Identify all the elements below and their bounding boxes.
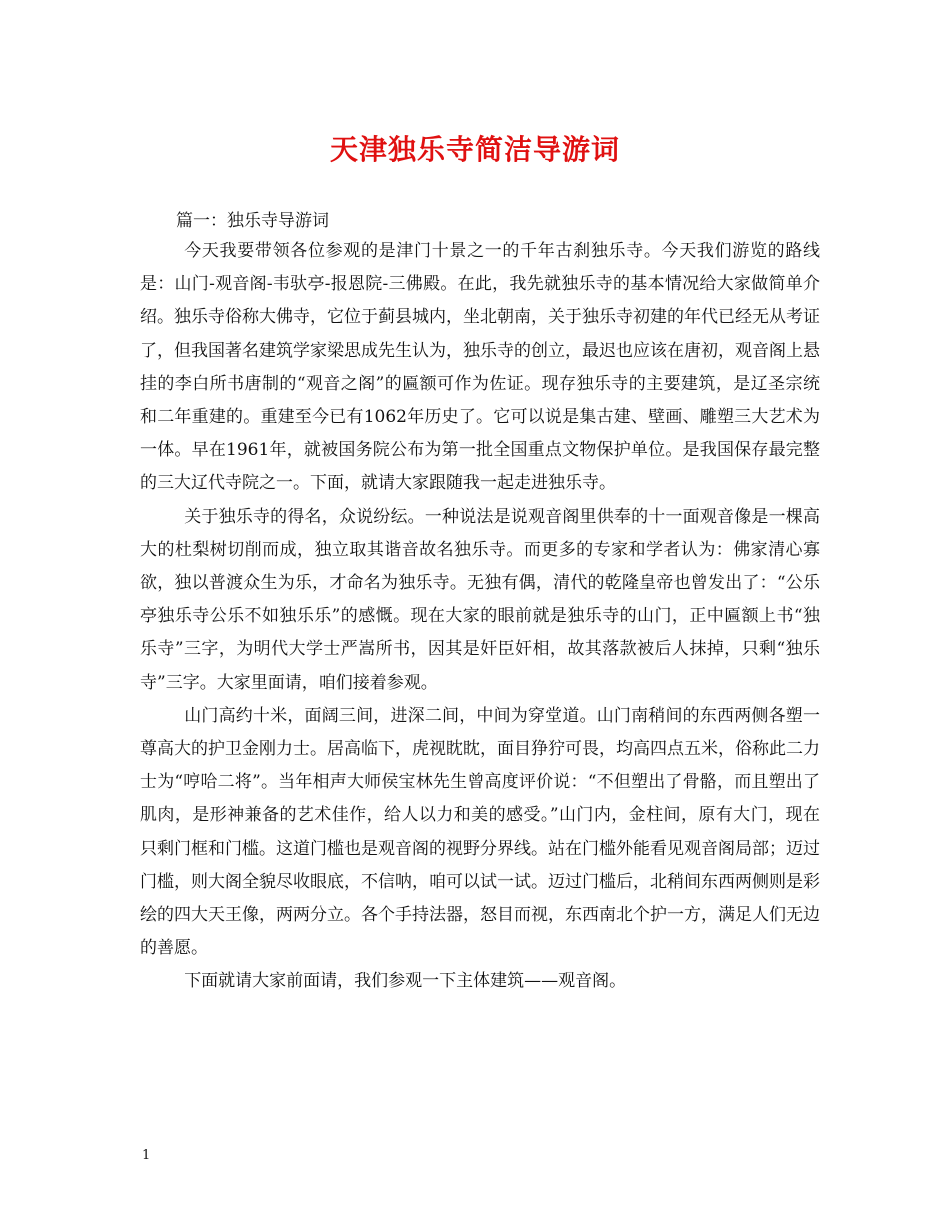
paragraph-4: 下面就请大家前面请，我们参观一下主体建筑——观音阁。 (184, 971, 627, 992)
page-number: 1 (142, 1148, 151, 1163)
page-title: 天津独乐寺简洁导游词 (329, 133, 620, 166)
body-text (140, 235, 820, 999)
paragraph-3: 山门高约十米，面阔三间，进深二间，中间为穿堂道。山门南稍间的东西两侧各塑一尊高大的护卫金刚力士。居高临下，虎视眈眈，面目狰狞可畏，均高四点五米，俗称此二力士为“哼哈二将”。当年相声大师侯宝林先生曾高度评价说：“不但塑出了骨骼，而且塑出了肌肉，是形神兼备的艺术佳作，给人以力和美的感受。”山门内，金柱间，原有大门，现在只剩门框和门槛。这道门槛也是观音阁的视野分界线。站在门槛外能看见观音阁局部；迈过门槛，则大阁全貌尽收眼底，不信呐，咱可以试一试。迈过门槛后，北稍间东西两侧则是彩绘的四大天王像，两两分立。各个手持法器，怒目而视，东西南北个护一方，满足人们无边的善愿。 (140, 705, 820, 959)
paragraph-1: 今天我要带领各位参观的是津门十景之一的千年古刹独乐寺。今天我们游览的路线是：山门-观音阁-韦驮亭-报恩院-三佛殿。在此，我先就独乐寺的基本情况给大家做简单介绍。独乐寺俗称大佛寺，它位于蓟县城内，坐北朝南，关于独乐寺初建的年代已经无从考证了，但我国著名建筑学家梁思成先生认为，独乐寺的创立，最迟也应该在唐初，观音阁上悬挂的李白所书唐制的“观音之阁”的匾额可作为佐证。现存独乐寺的主要建筑，是辽圣宗统和二年重建的。重建至今已有1062年历史了。它可以说是集古建、壁画、雕塑三大艺术为一体。早在1961年，就被国务院公布为第一批全国重点文物保护单位。是我国保存最完整的三大辽代寺院之一。下面，就请大家跟随我一起走进独乐寺。 (140, 241, 820, 494)
section-heading: 篇一：独乐寺导游词 (176, 211, 329, 231)
paragraph-2: 关于独乐寺的得名，众说纷纭。一种说法是说观音阁里供奉的十一面观音像是一棵高大的杜梨树切削而成，独立取其谐音故名独乐寺。而更多的专家和学者认为：佛家清心寡欲，独以普渡众生为乐，才命名为独乐寺。无独有偶，清代的乾隆皇帝也曾发出了：“公乐亭独乐寺公乐不如独乐乐”的感慨。现在大家的眼前就是独乐寺的山门，正中匾额上书“独乐寺”三字，为明代大学士严嵩所书，因其是奸臣奸相，故其落款被后人抹掉，只剩“独乐寺”三字。大家里面请，咱们接着参观。 (140, 506, 820, 693)
